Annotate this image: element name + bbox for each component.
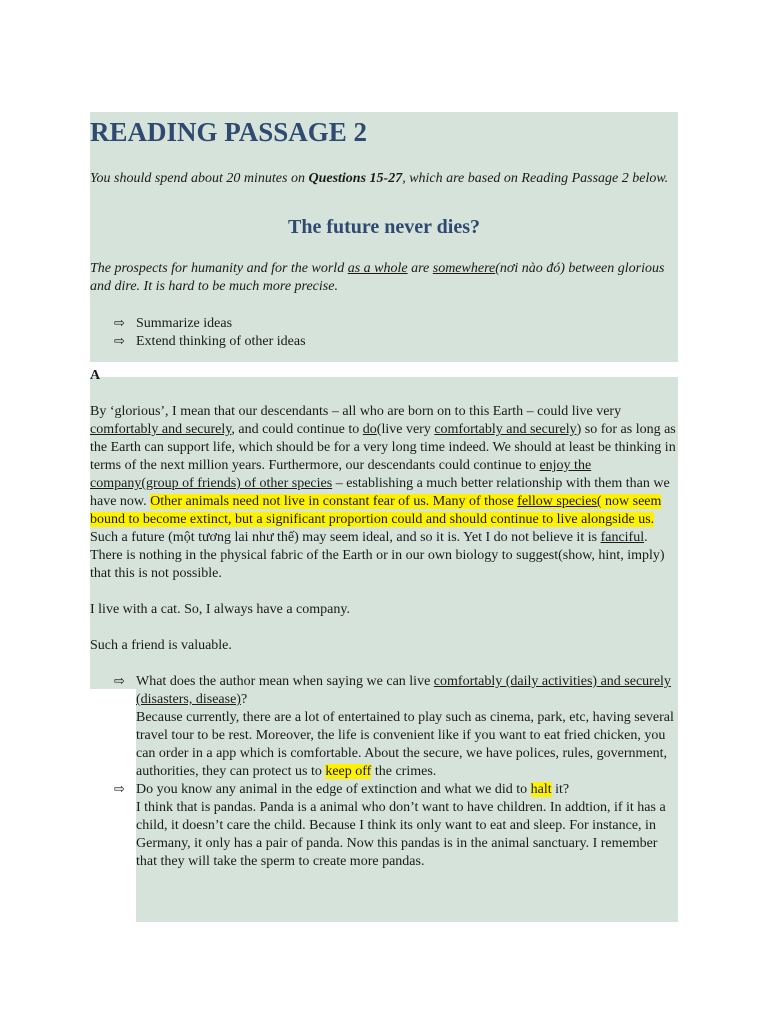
note-friend: Such a friend is valuable. <box>90 638 232 653</box>
question-text: Do you know any animal in the edge of extinction and what we did to halt it? <box>136 782 570 797</box>
notes-list <box>90 315 678 351</box>
list-item <box>90 673 678 781</box>
paragraph-a: By ‘glorious’, I mean that our descendants – all who are born on to this Earth – could live very comfortably and securely, and could continue to do(live very comfortably and securely) so for as long as the Earth can support life, which should be for a very long time indeed. We should at least be thinking in terms of the next million years. Furthermore, our descendants could continue to enjoy the company(group of friends) of other species – establishing a much better relationship with them than we have now. Other animals need not live in constant fear of us. Many of those fellow species( now seem bound to become extinct, but a significant proportion could and should continue to live alongside us. Such a future (một tương lai như thế) may seem ideal, and so it is. Yet I do not believe it is fanciful. There is nothing in the physical fabric of the Earth or in our own biology to suggest(show, hint, imply) that this is not possible. <box>90 404 676 581</box>
arrow-right-outline-icon: ⇨ <box>114 334 125 349</box>
arrow-right-outline-icon: ⇨ <box>114 316 125 331</box>
highlighted-underlined-text: fellow species( <box>517 494 602 509</box>
question-text: What does the author mean when saying we can live comfortably (daily activities) and securely (disasters, disease)? <box>136 674 671 707</box>
document-body <box>90 112 678 871</box>
intro-paragraph: The prospects for humanity and for the world as a whole are somewhere(nơi nào đó) between glorious and dire. It is hard to be much more precise. <box>90 261 665 294</box>
highlighted-text: Other animals need not live in constant fear of us. Many of those <box>150 494 518 509</box>
highlighted-text: halt <box>530 782 552 797</box>
arrow-right-outline-icon: ⇨ <box>114 782 125 797</box>
answer-text: Because currently, there are a lot of entertained to play such as cinema, park, etc, having several travel tour to be rest. Moreover, the life is convenient like if you want to eat fried chicken, you can order in a app which is comfortable. About the secure, we have polices, rules, government, authorities, they can protect us to keep off the crimes. <box>136 710 674 779</box>
questions-list <box>90 673 678 871</box>
note-cat: I live with a cat. So, I always have a company. <box>90 602 350 617</box>
questions-range: Questions 15-27 <box>308 171 403 186</box>
highlighted-text: keep off <box>325 764 372 779</box>
arrow-right-outline-icon: ⇨ <box>114 674 125 689</box>
section-label: A <box>90 368 101 383</box>
answer-text: I think that is pandas. Panda is a animal who don’t want to have children. In addtion, if it has a child, it doesn’t care the child. Because I think its only want to eat and sleep. For instance, in Germany, it only has a pair of panda. Now this pandas is in the animal sanctuary. I remember that they will take the sperm to create more pandas. <box>136 800 666 869</box>
list-item: ⇨ Summarize ideas <box>114 316 233 331</box>
passage-subtitle: The future never dies? <box>287 216 481 238</box>
list-item <box>90 781 678 871</box>
highlighted-text: now seem bound to become extinct, but a significant proportion could and should continue to live alongside us. <box>90 494 662 527</box>
page-title: READING PASSAGE 2 <box>90 117 368 147</box>
instructions: You should spend about 20 minutes on Questions 15-27, which are based on Reading Passage 2 below. <box>90 171 669 186</box>
list-item: ⇨ Extend thinking of other ideas <box>114 334 306 349</box>
